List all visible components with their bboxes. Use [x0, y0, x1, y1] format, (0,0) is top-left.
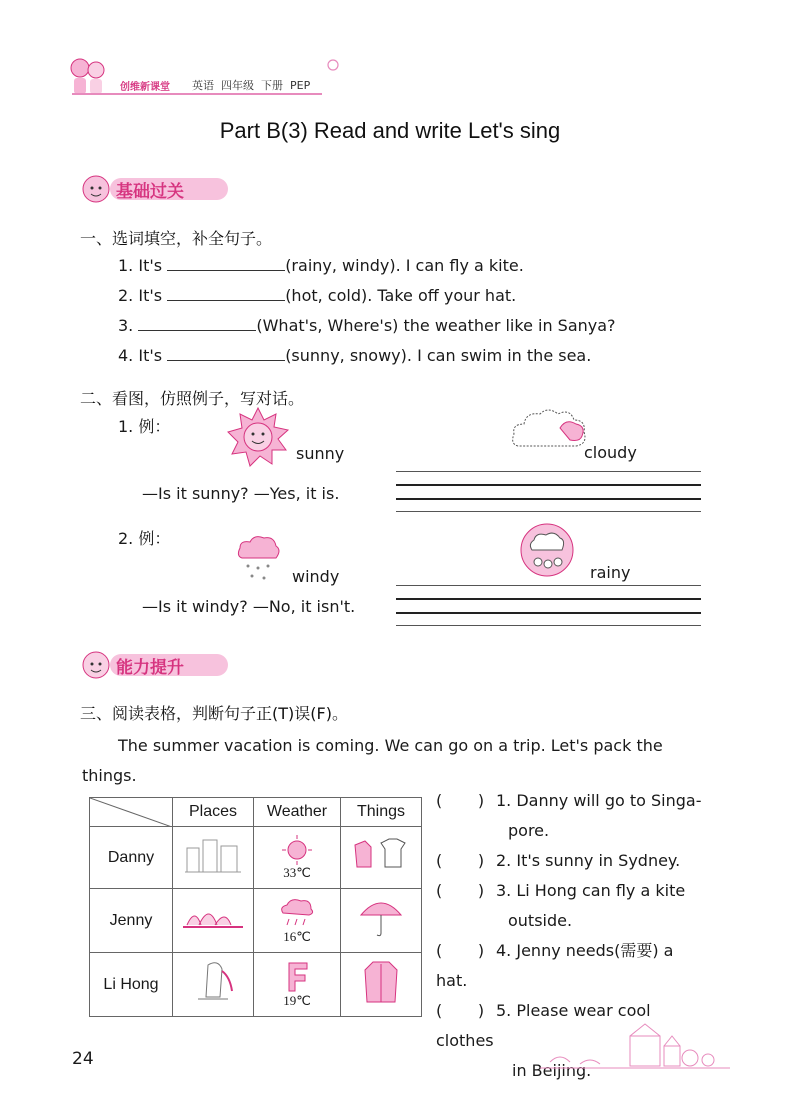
merlion-statue-icon	[188, 957, 238, 1007]
flower-icon	[326, 58, 340, 72]
answer-blank[interactable]	[167, 286, 285, 301]
writing-line	[396, 484, 701, 486]
table-row	[90, 889, 422, 953]
writing-line	[396, 471, 701, 472]
q3-intro: The summer vacation is coming. We can go on a trip. Let's pack the things.	[82, 736, 663, 785]
row-name: Danny	[90, 827, 173, 889]
table-corner	[90, 798, 173, 827]
weather-cell: 19℃	[254, 953, 341, 1017]
q2-ex2-label: 2. 例：	[118, 529, 171, 548]
answer-blank[interactable]	[167, 256, 285, 271]
writing-line[interactable]	[396, 612, 701, 614]
wind-icon	[277, 961, 317, 993]
sun-icon	[224, 406, 292, 470]
q3-heading: 三、阅读表格，判断句子正(T)误(F)。	[80, 704, 348, 723]
writing-line	[396, 625, 701, 626]
weather-cell: 33℃	[254, 827, 341, 889]
statement: ( ) 3. Li Hong can fly a kite	[436, 876, 706, 906]
answer-paren[interactable]: ( )	[436, 851, 485, 870]
header-places: Places	[173, 798, 254, 827]
writing-line	[396, 585, 701, 586]
info-table	[89, 797, 422, 1017]
tf-statements: ( ) 1. Danny will go to Singa- pore. ( ) 2. It's sunny in Sydney. ( ) 3. Li Hong can fly a kite outside. ( ) 4. Jenny needs(需要) a hat. ( ) 5. Please wear cool clothes in Beijing.	[436, 786, 706, 1086]
q1-item-4: 4. It's (sunny, snowy). I can swim in the sea.	[118, 346, 592, 365]
coat-icon	[361, 958, 401, 1006]
windy-cloud-icon	[236, 532, 282, 584]
row-name: Jenny	[90, 889, 173, 953]
sun-icon	[277, 835, 317, 865]
answer-paren[interactable]: ( )	[436, 791, 485, 810]
q2-heading: 二、看图，仿照例子，写对话。	[80, 389, 305, 408]
q1-item-2: 2. It's (hot, cold). Take off your hat.	[118, 286, 517, 305]
things-image	[341, 889, 422, 953]
header-rule	[72, 93, 322, 95]
page-title: Part B(3) Read and write Let's sing	[219, 118, 561, 143]
city-buildings-icon	[183, 834, 243, 876]
writing-line[interactable]	[396, 498, 701, 500]
answer-blank[interactable]	[138, 316, 256, 331]
row-name: Li Hong	[90, 953, 173, 1017]
statement: ( ) 2. It's sunny in Sydney.	[436, 846, 706, 876]
answer-paren[interactable]: ( )	[436, 941, 485, 960]
header-weather: Weather	[254, 798, 341, 827]
table-row	[90, 827, 422, 889]
statement: ( ) 1. Danny will go to Singa-	[436, 786, 706, 816]
rainy-icon	[520, 522, 574, 578]
word-rainy: rainy	[590, 563, 631, 582]
statement: ( ) 5. Please wear cool clothes	[436, 996, 706, 1056]
rain-cloud-icon	[277, 897, 317, 929]
place-image	[173, 953, 254, 1017]
answer-paren[interactable]: ( )	[436, 881, 485, 900]
page-number: 24	[72, 1049, 94, 1069]
things-image	[341, 953, 422, 1017]
answer-paren[interactable]: ( )	[436, 1001, 485, 1020]
word-cloudy: cloudy	[584, 443, 637, 462]
weather-cell: 16℃	[254, 889, 341, 953]
writing-line	[396, 511, 701, 512]
answer-blank[interactable]	[167, 346, 285, 361]
q2-ex1-dialog: —Is it sunny? —Yes, it is.	[142, 484, 340, 503]
things-image	[341, 827, 422, 889]
castle-decoration-icon	[540, 1022, 730, 1072]
girl-face-icon	[80, 174, 112, 204]
word-windy: windy	[292, 567, 340, 586]
cloud-icon	[508, 404, 590, 456]
place-image	[173, 889, 254, 953]
q2-ex2-dialog: —Is it windy? —No, it isn't.	[142, 597, 356, 616]
q2-ex1-label: 1. 例：	[118, 417, 171, 436]
statement: ( ) 4. Jenny needs(需要) a hat.	[436, 936, 706, 996]
boy-face-icon	[80, 650, 112, 680]
table-row	[90, 953, 422, 1017]
header-things: Things	[341, 798, 422, 827]
writing-line	[396, 598, 701, 600]
brand-name: 创维新课堂	[120, 82, 170, 93]
section-advanced-badge: 能力提升	[80, 650, 240, 678]
header-info: 英语 四年级 下册 PEP	[192, 79, 311, 92]
place-image	[173, 827, 254, 889]
umbrella-icon	[357, 895, 405, 941]
word-sunny: sunny	[296, 444, 345, 463]
q1-item-3: 3. (What's, Where's) the weather like in Sanya?	[118, 316, 616, 335]
opera-house-icon	[181, 903, 245, 933]
q1-item-1: 1. It's (rainy, windy). I can fly a kite.	[118, 256, 524, 275]
section-basic-badge: 基础过关	[80, 174, 240, 202]
q1-heading: 一、选词填空，补全句子。	[80, 229, 273, 248]
clothes-icon	[351, 837, 411, 873]
